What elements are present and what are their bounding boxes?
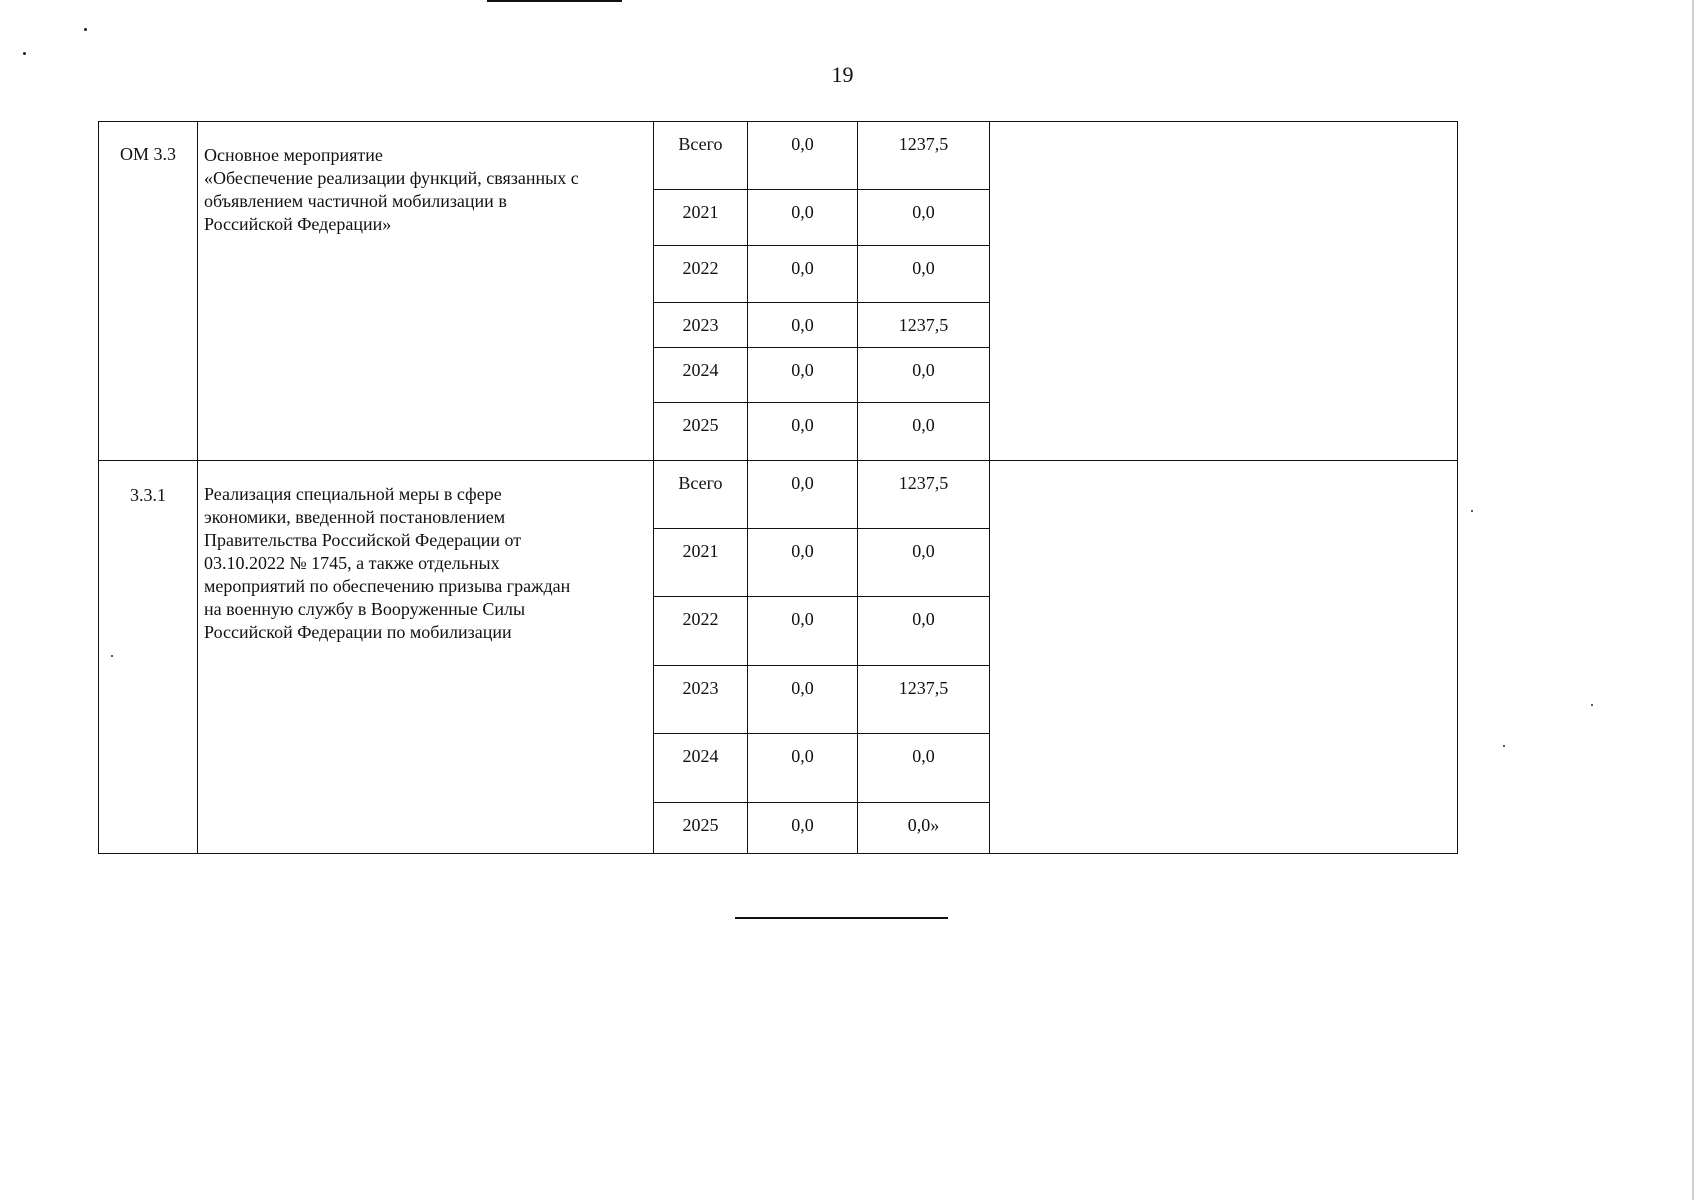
value1-cell: 0,0 <box>748 190 858 246</box>
year-cell: 2023 <box>654 666 748 734</box>
value2-cell: 0,0 <box>858 734 990 803</box>
scan-speck <box>23 52 26 55</box>
value1-cell: 0,0 <box>748 403 858 461</box>
value2-cell: 1237,5 <box>858 461 990 529</box>
value1-cell: 0,0 <box>748 529 858 597</box>
measure-name-line: Российской Федерации по мобилизации <box>204 622 512 642</box>
value1-cell: 0,0 <box>748 348 858 403</box>
measure-code: 3.3.1 <box>130 485 166 505</box>
table-row <box>99 461 1458 529</box>
scan-speck <box>1503 745 1505 747</box>
financing-table <box>98 121 1458 854</box>
value2-cell: 0,0 <box>858 348 990 403</box>
year-cell: 2021 <box>654 190 748 246</box>
value1-cell: 0,0 <box>748 122 858 190</box>
value2-cell: 0,0» <box>858 803 990 854</box>
year-cell: 2025 <box>654 803 748 854</box>
value1-cell: 0,0 <box>748 803 858 854</box>
year-cell: 2022 <box>654 246 748 303</box>
top-edge-rule <box>487 0 622 2</box>
value2-cell: 0,0 <box>858 190 990 246</box>
scan-right-edge <box>1692 0 1694 1200</box>
year-cell: 2024 <box>654 734 748 803</box>
scan-speck <box>1471 510 1473 512</box>
value1-cell: 0,0 <box>748 461 858 529</box>
measure-name-line: Российской Федерации» <box>204 214 392 234</box>
year-cell: 2022 <box>654 597 748 666</box>
measure-code-cell <box>99 461 198 854</box>
measure-name-cell <box>198 461 654 854</box>
year-cell: Всего <box>654 461 748 529</box>
table-row <box>99 122 1458 190</box>
value1-cell: 0,0 <box>748 246 858 303</box>
value1-cell: 0,0 <box>748 666 858 734</box>
measure-name-line: экономики, введенной постановлением <box>204 507 506 527</box>
measure-name-cell <box>198 122 654 461</box>
value2-cell: 1237,5 <box>858 122 990 190</box>
measure-name-line: объявлением частичной мобилизации в <box>204 191 507 211</box>
scan-speck <box>84 28 87 31</box>
value2-cell: 0,0 <box>858 529 990 597</box>
value2-cell: 0,0 <box>858 597 990 666</box>
year-cell: 2023 <box>654 303 748 348</box>
year-cell: 2024 <box>654 348 748 403</box>
measure-name-line: «Обеспечение реализации функций, связанных с <box>204 168 579 188</box>
measure-name-line: на военную службу в Вооруженные Силы <box>204 599 526 619</box>
measure-name-line: Реализация специальной меры в сфере <box>204 484 502 504</box>
measure-name-line: Основное мероприятие <box>204 145 383 165</box>
year-cell: Всего <box>654 122 748 190</box>
value1-cell: 0,0 <box>748 597 858 666</box>
measure-name-line: мероприятий по обеспечению призыва граждан <box>204 576 571 596</box>
empty-cell <box>990 461 1458 854</box>
value2-cell: 1237,5 <box>858 666 990 734</box>
value1-cell: 0,0 <box>748 303 858 348</box>
empty-cell <box>990 122 1458 461</box>
measure-name-line: 03.10.2022 № 1745, а также отдельных <box>204 553 500 573</box>
value1-cell: 0,0 <box>748 734 858 803</box>
page-number: 19 <box>831 62 854 87</box>
value2-cell: 0,0 <box>858 246 990 303</box>
measure-name-line: Правительства Российской Федерации от <box>204 530 522 550</box>
measure-code: ОМ 3.3 <box>119 144 176 164</box>
end-of-section-rule <box>735 917 948 919</box>
value2-cell: 0,0 <box>858 403 990 461</box>
value2-cell: 1237,5 <box>858 303 990 348</box>
scan-speck <box>1591 704 1593 706</box>
measure-code-cell <box>99 122 198 461</box>
year-cell: 2021 <box>654 529 748 597</box>
year-cell: 2025 <box>654 403 748 461</box>
